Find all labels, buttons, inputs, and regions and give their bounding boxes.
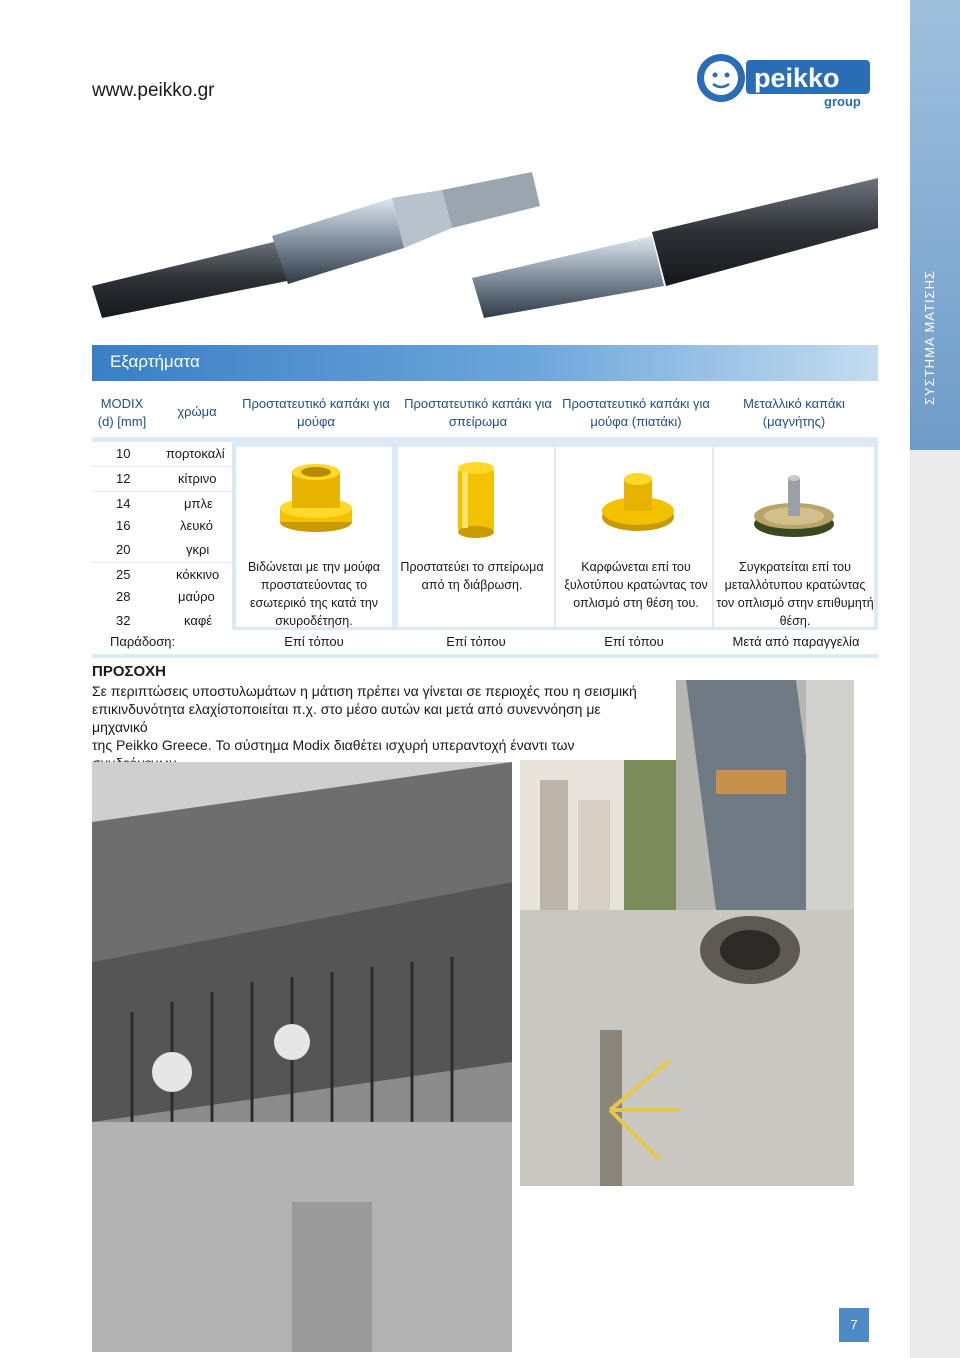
section-title: ΣΥΣΤΗΜΑ ΜΑΤΙΣΗΣ [922, 269, 937, 405]
row-color: μαύρο [178, 589, 215, 604]
header-product-2 [398, 395, 558, 431]
header-color: χρώμα [177, 404, 217, 419]
row-d: 12 [116, 471, 131, 486]
peikko-logo [694, 50, 874, 110]
logo-sub: group [824, 94, 861, 109]
desc-line: προστατεύοντας το [260, 578, 368, 592]
logo-text: peikko [754, 63, 840, 93]
warning-line: επικινδυνότητα ελαχίστοποιείται π.χ. στο μέσο αυτών και μετά από συνεννόηση με μηχανικό [92, 701, 601, 735]
desc-line: τον οπλισμό στην επιθυμητή [716, 596, 874, 610]
product-3-name-line2: μούφα (πιατάκι) [590, 414, 682, 429]
row-d: 25 [116, 567, 131, 582]
table-row [92, 442, 232, 466]
header-modix [92, 395, 152, 431]
desc-line: Βιδώνεται με την μούφα [247, 560, 381, 574]
row-d: 28 [116, 589, 131, 604]
header-modix-line2: (d) [mm] [97, 414, 147, 429]
warning-line: της Peikko Greece. Το σύστημα Modix διαθέτει ισχυρή υπεραντοχή έναντι των [92, 737, 575, 753]
row-d: 10 [116, 446, 131, 461]
header-product-1 [236, 395, 396, 431]
header-product-4 [714, 395, 874, 431]
row-d: 32 [116, 613, 131, 628]
product-3-description [556, 558, 716, 612]
row-d: 16 [116, 518, 131, 533]
header-product-3 [556, 395, 716, 431]
header-modix-line1: MODIX [100, 396, 144, 411]
desc-line: από τη διάβρωση. [421, 578, 523, 592]
row-color: καφέ [184, 613, 213, 628]
desc-line: ξυλοτύπου κρατώντας τον [564, 578, 708, 592]
row-d: 14 [116, 496, 131, 511]
table-row [92, 514, 232, 538]
warning-line: Σε περιπτώσεις υποστυλωμάτων η μάτιση πρέπει να γίνεται σε περιοχές που η σεισμική [92, 683, 637, 699]
desc-line: σκυροδέτηση. [275, 614, 353, 628]
sleeve-cap-image [278, 460, 354, 540]
table-row [92, 563, 232, 587]
delivery-product-1: Επί τόπου [284, 634, 344, 649]
product-1-name-line1: Προστατευτικό καπάκι για [242, 396, 390, 411]
product-4-name-line1: Μεταλλικό καπάκι [743, 396, 845, 411]
row-d: 20 [116, 542, 131, 557]
delivery-product-3: Επί τόπου [604, 634, 664, 649]
steel-column-photo [676, 680, 854, 910]
row-color: κίτρινο [178, 471, 217, 486]
rebar-coupler-photo [92, 168, 878, 318]
product-2-name-line1: Προστατευτικό καπάκι για [404, 396, 552, 411]
product-4-name-line2: (μαγνήτης) [762, 414, 826, 429]
anchor-bolt-photo [520, 910, 854, 1186]
row-color: λευκό [180, 518, 213, 533]
row-color: πορτοκαλί [166, 446, 225, 461]
table-title-bar [92, 345, 878, 381]
product-1-description [236, 558, 392, 630]
product-2-name-line2: σπείρωμα [448, 414, 508, 429]
table-row [92, 467, 232, 491]
table-row [92, 492, 232, 516]
product-4-description [712, 558, 878, 630]
delivery-label: Παράδοση: [110, 634, 176, 649]
column-photo [520, 760, 680, 922]
table-row [92, 585, 232, 609]
construction-site-photo [92, 762, 512, 1352]
desc-line: θέση. [779, 614, 811, 628]
row-color: μπλε [184, 496, 213, 511]
website-url[interactable]: www.peikko.gr [92, 80, 215, 101]
warning-heading: ΠΡΟΣΟΧΗ [92, 663, 167, 680]
table-title: Εξαρτήματα [110, 352, 200, 371]
desc-line: Καρφώνεται επί του [581, 560, 691, 574]
plate-cap-image [600, 465, 676, 535]
delivery-product-2: Επί τόπου [446, 634, 506, 649]
product-1-name-line2: μούφα [297, 414, 335, 429]
desc-line: εσωτερικό της κατά την [249, 596, 379, 610]
product-3-name-line1: Προστατευτικό καπάκι για [562, 396, 710, 411]
page-number: 7 [839, 1308, 869, 1342]
table-row [92, 538, 232, 562]
desc-line: Συγκρατείται επί του [739, 560, 851, 574]
row-color: γκρι [186, 542, 210, 557]
desc-line: οπλισμό στη θέση του. [573, 596, 699, 610]
thread-cap-image [452, 460, 500, 540]
row-color: κόκκινο [176, 567, 220, 582]
product-2-description [392, 558, 552, 594]
desc-line: μεταλλότυπου κρατώντας [724, 578, 866, 592]
desc-line: Προστατεύει το σπείρωμα [400, 560, 544, 574]
delivery-product-4: Μετά από παραγγελία [732, 634, 860, 649]
magnet-cap-image [752, 470, 836, 540]
